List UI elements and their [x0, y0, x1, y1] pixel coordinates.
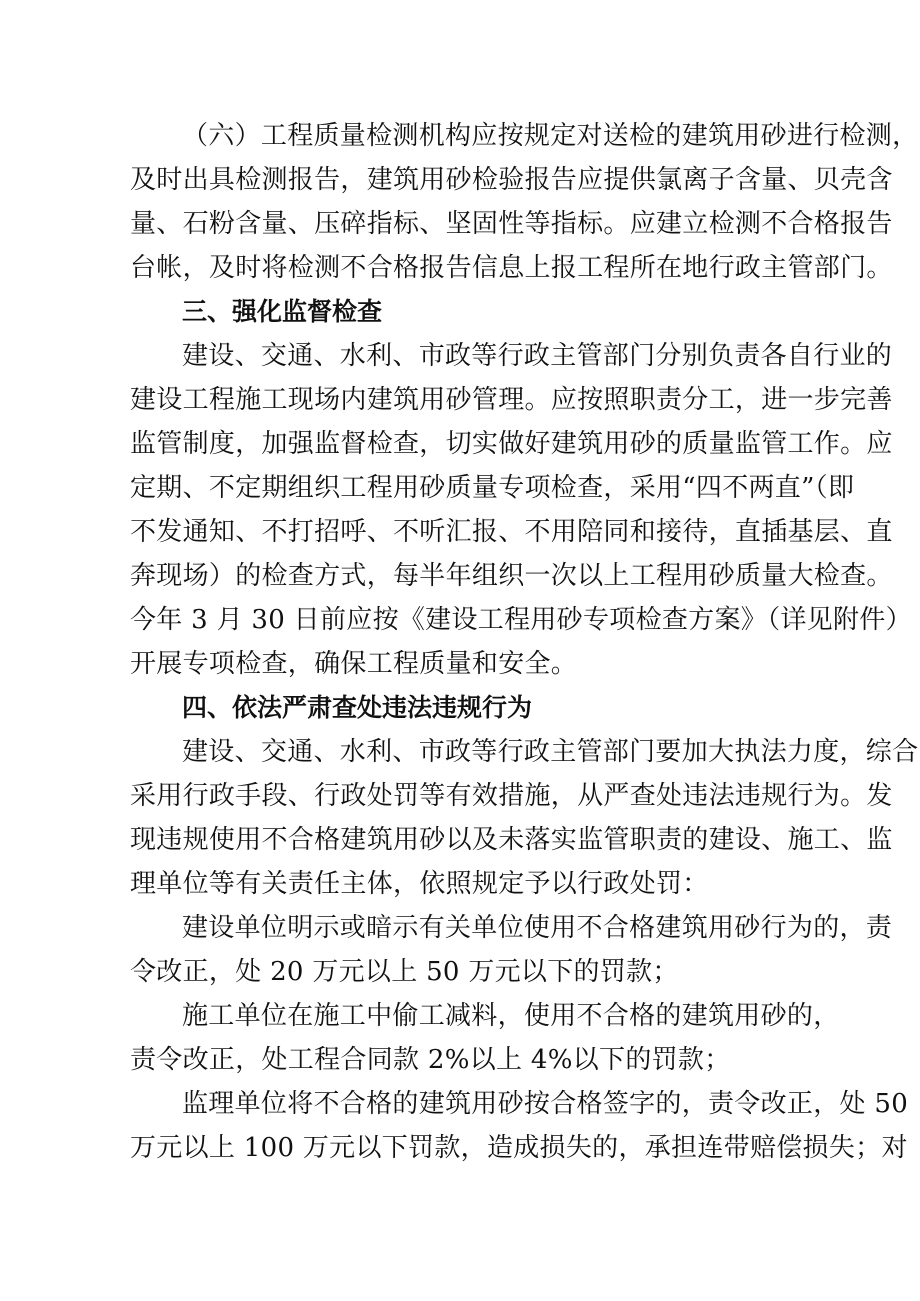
paragraph-line: 定期、不定期组织工程用砂质量专项检查，采用“四不两直”（即	[130, 473, 855, 503]
section-heading: 三、强化监督检查	[182, 297, 383, 326]
paragraph-line: 责令改正，处工程合同款 2%以上 4%以下的罚款；	[130, 1045, 731, 1075]
paragraph-line: 监理单位将不合格的建筑用砂按合格签字的，责令改正，处 50	[182, 1089, 909, 1119]
paragraph-line: 量、石粉含量、压碎指标、坚固性等指标。应建立检测不合格报告	[130, 209, 893, 239]
paragraph-line: 建设工程施工现场内建筑用砂管理。应按照职责分工，进一步完善	[130, 385, 893, 415]
paragraph-line: 建设单位明示或暗示有关单位使用不合格建筑用砂行为的，责	[182, 913, 893, 943]
paragraph-line: 今年 3 月 30 日前应按《建设工程用砂专项检查方案》（详见附件）	[130, 605, 912, 635]
paragraph-line: 不发通知、不打招呼、不听汇报、不用陪同和接待，直插基层、直	[130, 517, 893, 547]
paragraph-line: 开展专项检查，确保工程质量和安全。	[130, 649, 578, 679]
paragraph-line: 采用行政手段、行政处罚等有效措施，从严查处违法违规行为。发	[130, 781, 893, 811]
paragraph-line: 理单位等有关责任主体，依照规定予以行政处罚：	[130, 869, 709, 899]
paragraph-line: 万元以上 100 万元以下罚款，造成损失的，承担连带赔偿损失；对	[130, 1133, 908, 1163]
paragraph-line: （六）工程质量检测机构应按规定对送检的建筑用砂进行检测，	[182, 121, 919, 151]
paragraph-line: 及时出具检测报告，建筑用砂检验报告应提供氯离子含量、贝壳含	[130, 165, 893, 195]
paragraph-line: 建设、交通、水利、市政等行政主管部门分别负责各自行业的	[182, 341, 893, 371]
section-heading: 四、依法严肃查处违法违规行为	[182, 693, 533, 722]
paragraph-line: 施工单位在施工中偷工减料，使用不合格的建筑用砂的，	[182, 1001, 840, 1031]
paragraph-line: 现违规使用不合格建筑用砂以及未落实监管职责的建设、施工、监	[130, 825, 893, 855]
paragraph-line: 令改正，处 20 万元以上 50 万元以下的罚款；	[130, 957, 679, 987]
paragraph-line: 奔现场）的检查方式，每半年组织一次以上工程用砂质量大检查。	[130, 561, 893, 591]
paragraph-line: 台帐，及时将检测不合格报告信息上报工程所在地行政主管部门。	[130, 253, 893, 283]
paragraph-line: 建设、交通、水利、市政等行政主管部门要加大执法力度，综合	[182, 737, 919, 767]
paragraph-line: 监管制度，加强监督检查，切实做好建筑用砂的质量监管工作。应	[130, 429, 893, 459]
